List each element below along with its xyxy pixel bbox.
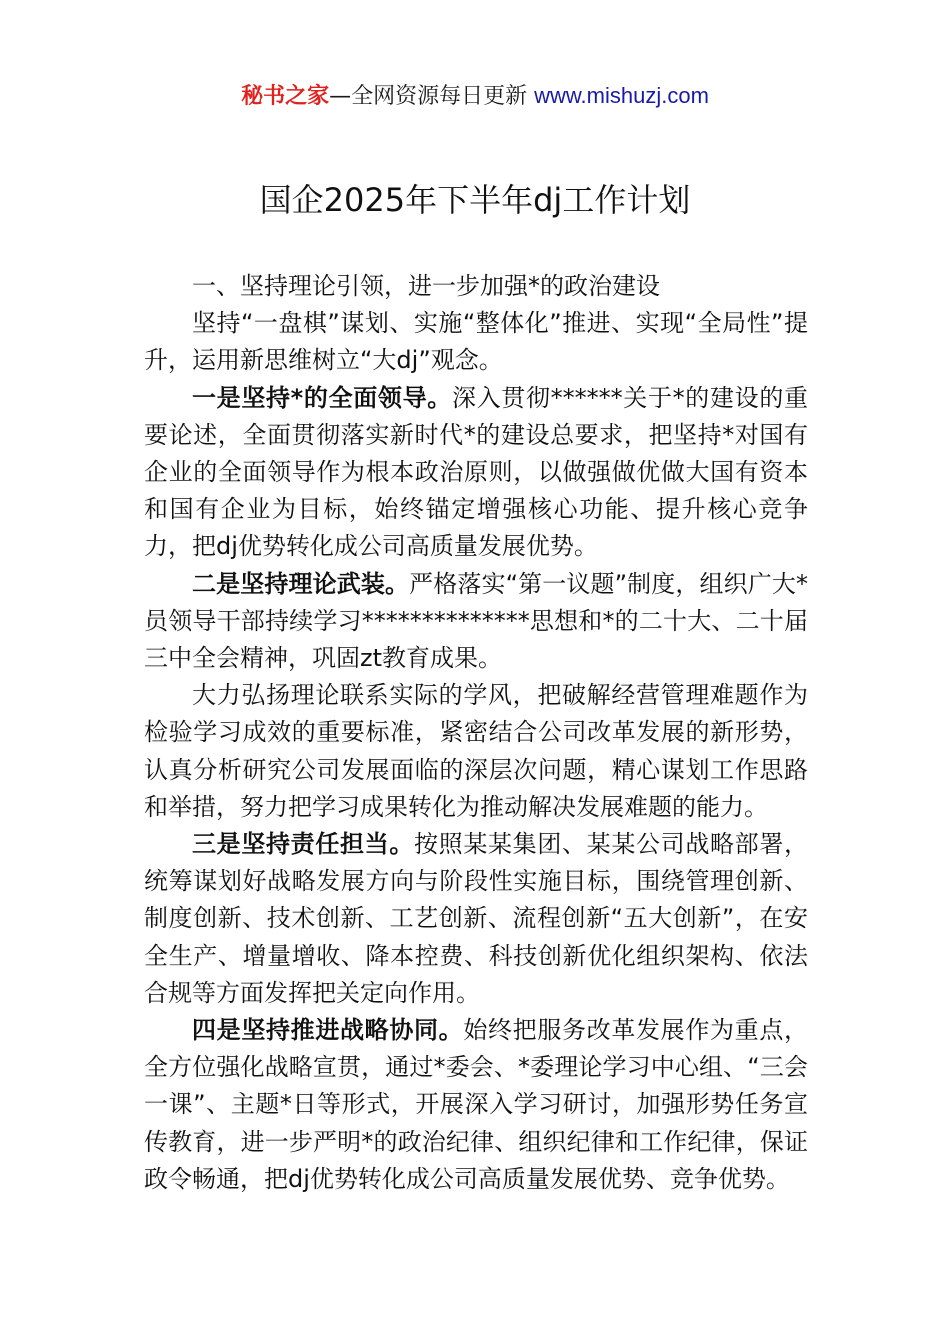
point-paragraph-2 xyxy=(144,566,808,678)
point-paragraph-1 xyxy=(144,380,808,566)
study-paragraph: 大力弘扬理论联系实际的学风，把破解经营管理难题作为检验学习成效的重要标准，紧密结合公司改革发展的新形势，认真分析研究公司发展面临的深层次问题，精心谋划工作思路和举措，努力把学习成果转化为推动解决发展难题的能力。 xyxy=(144,681,808,821)
point-text-1: 深入贯彻******关于*的建设的重要论述，全面贯彻落实新时代*的建设总要求，把坚持*对国有企业的全面领导作为根本政治原则，以做强做优做大国有资本和国有企业为目标，始终锚定增强核心功能、提升核心竞争力，把dj优势转化成公司高质量发展优势。 xyxy=(144,383,808,561)
point-text-2: 严格落实“第一议题”制度，组织广大*员领导干部持续学习**************思想和*的二十大、二十届三中全会精神，巩固zt教育成果。 xyxy=(144,569,809,673)
section-heading: 一、坚持理论引领，进一步加强*的政治建设 xyxy=(192,272,660,300)
document-body xyxy=(144,268,808,1198)
point-text-4: 始终把服务改革发展作为重点，全方位强化战略宣贯，通过*委会、*委理论学习中心组、“三会一课”、主题*日等形式，开展深入学习研讨，加强形势任务宣传教育，进一步严明*的政治纪律、组织纪律和工作纪律，保证政令畅通，把dj优势转化成公司高质量发展优势、竞争优势。 xyxy=(144,1016,809,1193)
point-lead-1: 一是坚持*的全面领导。 xyxy=(192,383,452,412)
site-header xyxy=(0,80,950,113)
intro-paragraph: 坚持“一盘棋”谋划、实施“整体化”推进、实现“全局性”提升，运用新思维树立“大dj”观念。 xyxy=(144,309,808,375)
site-url-link[interactable]: www.mishuzj.com xyxy=(534,83,709,108)
point-paragraph-3 xyxy=(144,826,808,1012)
header-slogan: —全网资源每日更新 xyxy=(329,84,535,109)
document-title: 国企2025年下半年dj工作计划 xyxy=(259,181,691,219)
point-paragraph-4 xyxy=(144,1012,808,1198)
point-lead-2: 二是坚持理论武装。 xyxy=(192,569,410,598)
point-text-3: 按照某某集团、某某公司战略部署，统筹谋划好战略发展方向与阶段性实施目标，围绕管理创新、制度创新、技术创新、工艺创新、流程创新“五大创新”，在安全生产、增量增收、降本控费、科技创新优化组织架构、依法合规等方面发挥把关定向作用。 xyxy=(144,830,808,1007)
brand-name: 秘书之家 xyxy=(241,84,330,109)
point-lead-3: 三是坚持责任担当。 xyxy=(192,830,414,859)
point-lead-4: 四是坚持推进战略协同。 xyxy=(192,1016,464,1045)
